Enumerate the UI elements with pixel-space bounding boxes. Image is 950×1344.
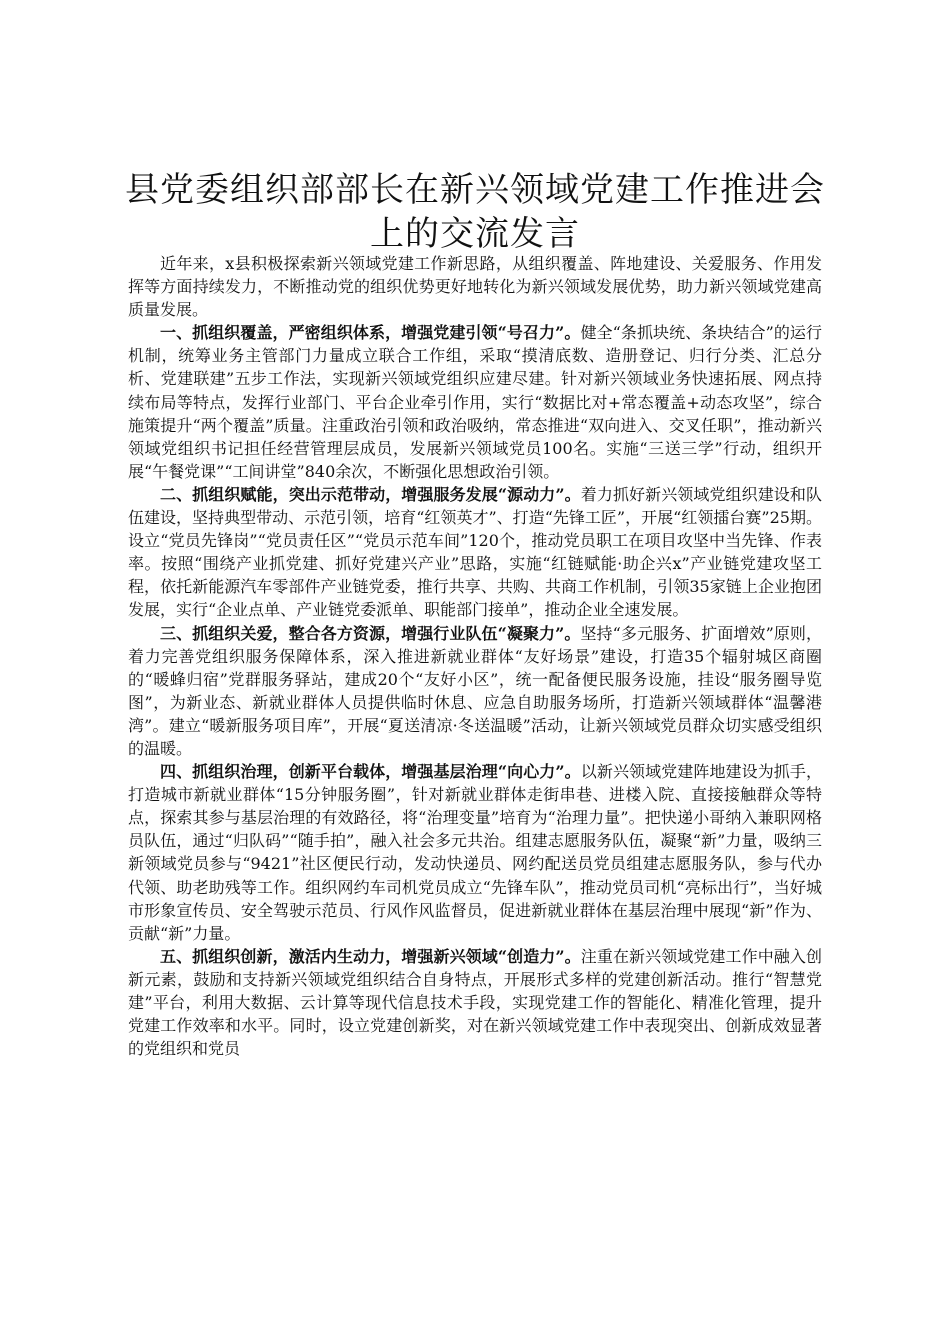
title-line-2: 上的交流发言 <box>370 214 580 254</box>
paragraph-section-4 <box>128 760 822 945</box>
section-heading: 四、抓组织治理，创新平台载体，增强基层治理“向心力”。 <box>160 762 581 782</box>
paragraph-section-3 <box>128 622 822 761</box>
paragraph-text: 健全“条抓块统、条块结合”的运行机制，统筹业务主管部门力量成立联合工作组，采取“摸清底数、造册登记、归行分类、汇总分析、党建联建”五步工作法，实现新兴领域党组织应建尽建。针对新兴领域业务快速拓展、网点持续布局等特点，发挥行业部门、平台企业牵引作用，实行“数据比对+常态覆盖+动态攻坚”，综合施策提升“两个覆盖”质量。注重政治引领和政治吸纳，常态推进“双向进入、交叉任职”，推动新兴领域党组织书记担任经营管理层成员，发展新兴领域党员100名。实施“三送三学”行动，组织开展“午餐党课”“工间讲堂”840余次，不断强化思想政治引领。 <box>128 323 822 481</box>
paragraph-text: 注重在新兴领域党建工作中融入创新元素，鼓励和支持新兴领域党组织结合自身特点，开展形式多样的党建创新活动。推行“智慧党建”平台，利用大数据、云计算等现代信息技术手段，实现党建工作的智能化、精准化管理，提升党建工作效率和水平。同时，设立党建创新奖，对在新兴领域党建工作中表现突出、创新成效显著的党组织和党员 <box>128 946 822 1059</box>
paragraph-intro <box>128 252 822 321</box>
section-heading: 五、抓组织创新，激活内生动力，增强新兴领域“创造力”。 <box>160 946 581 966</box>
document-title <box>110 168 840 256</box>
paragraph-section-5 <box>128 945 822 1060</box>
paragraph-text: 近年来，x县积极探索新兴领域党建工作新思路，从组织覆盖、阵地建设、关爱服务、作用发挥等方面持续发力，不断推动党的组织优势更好地转化为新兴领域发展优势，助力新兴领域党建高质量发展。 <box>128 254 822 320</box>
section-heading: 二、抓组织赋能，突出示范带动，增强服务发展“源动力”。 <box>160 484 581 504</box>
title-line-1: 县党委组织部部长在新兴领域党建工作推进会 <box>125 170 825 210</box>
paragraph-section-2 <box>128 483 822 622</box>
paragraph-section-1 <box>128 321 822 483</box>
paragraph-text: 以新兴领域党建阵地建设为抓手，打造城市新就业群体“15分钟服务圈”，针对新就业群体走街串巷、进楼入院、直接接触群众等特点，探索其参与基层治理的有效路径，将“治理变量”培育为“治理力量”。把快递小哥纳入兼职网格员队伍，通过“归队码”“随手拍”，融入社会多元共治。组建志愿服务队伍，凝聚“新”力量，吸纳三新领域党员参与“9421”社区便民行动，发动快递员、网约配送员党员组建志愿服务队，参与代办代领、助老助残等工作。组织网约车司机党员成立“先锋车队”，推动党员司机“亮标出行”，当好城市形象宣传员、安全驾驶示范员、行风作风监督员，促进新就业群体在基层治理中展现“新”作为、贡献“新”力量。 <box>128 762 822 943</box>
paragraph-text: 着力抓好新兴领域党组织建设和队伍建设，坚持典型带动、示范引领，培育“红领英才”、打造“先锋工匠”，开展“红领擂台赛”25期。设立“党员先锋岗”“党员责任区”“党员示范车间”120个，推动党员职工在项目攻坚中当先锋、作表率。按照“围绕产业抓党建、抓好党建兴产业”思路，实施“红链赋能·助企兴x”产业链党建攻坚工程，依托新能源汽车零部件产业链党委，推行共享、共购、共商工作机制，引领35家链上企业抱团发展，实行“企业点单、产业链党委派单、职能部门接单”，推动企业全速发展。 <box>128 484 822 620</box>
paragraph-text: 坚持“多元服务、扩面增效”原则，着力完善党组织服务保障体系，深入推进新就业群体“友好场景”建设，打造35个辐射城区商圈的“暖蜂归宿”党群服务驿站，建成20个“友好小区”，统一配备便民服务设施，挂设“服务圈导览图”，为新业态、新就业群体人员提供临时休息、应急自助服务场所，打造新兴领域群体“温馨港湾”。建立“暖新服务项目库”，开展“夏送清凉·冬送温暖”活动，让新兴领域党员群众切实感受组织的温暖。 <box>128 623 822 758</box>
section-heading: 三、抓组织关爱，整合各方资源，增强行业队伍“凝聚力”。 <box>160 623 581 643</box>
document-body <box>128 252 822 1060</box>
section-heading: 一、抓组织覆盖，严密组织体系，增强党建引领“号召力”。 <box>160 323 581 343</box>
